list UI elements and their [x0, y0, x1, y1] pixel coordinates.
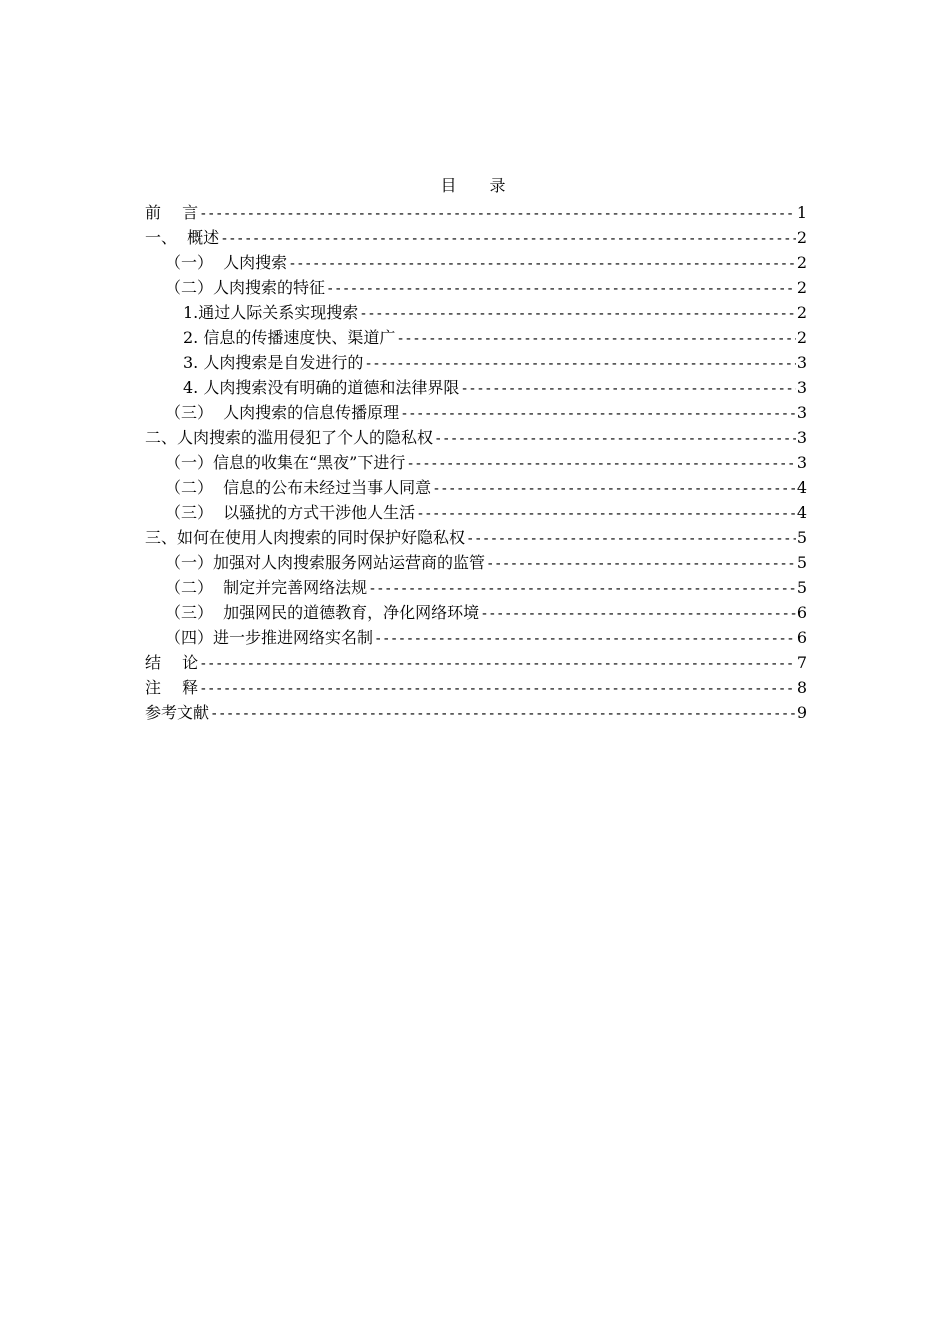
toc-entry-page-number: 9: [796, 703, 807, 722]
toc-entry-page-number: 4: [796, 503, 807, 522]
toc-entry-label: 三、如何在使用人肉搜索的同时保护好隐私权: [145, 528, 466, 547]
toc-entry-page-number: 6: [796, 628, 807, 647]
toc-entry-label: 一、 概述: [145, 228, 220, 247]
toc-entry[interactable]: [145, 575, 807, 600]
toc-dot-leader: [466, 527, 796, 550]
toc-entry[interactable]: [145, 325, 807, 350]
toc-entry-label: 前 言: [145, 203, 199, 222]
toc-entry[interactable]: [145, 700, 807, 725]
toc-dot-leader: [406, 452, 795, 475]
toc-entry-page-number: 2: [796, 328, 807, 347]
toc-dot-leader: [199, 202, 796, 225]
toc-entry[interactable]: [145, 550, 807, 575]
toc-dot-leader: [400, 402, 796, 425]
toc-entry-label: 1.通过人际关系实现搜索: [183, 303, 359, 322]
toc-title: 目 录: [440, 176, 520, 195]
toc-entry[interactable]: [145, 500, 807, 525]
toc-entry-page-number: 1: [796, 203, 807, 222]
toc-entry-page-number: 7: [796, 653, 807, 672]
toc-dot-leader: [432, 477, 796, 500]
toc-entry-page-number: 2: [796, 228, 807, 247]
toc-entry-label: 结 论: [145, 653, 199, 672]
toc-entry[interactable]: [145, 450, 807, 475]
toc-dot-leader: [396, 327, 795, 350]
toc-entry[interactable]: [145, 475, 807, 500]
toc-entry-label: （一） 人肉搜索: [165, 253, 288, 272]
toc-entry-label: 3. 人肉搜索是自发进行的: [183, 353, 364, 372]
toc-entry-label: （一）加强对人肉搜索服务网站运营商的监管: [165, 553, 486, 572]
toc-entry-label: （一）信息的收集在“黑夜”下进行: [165, 453, 406, 472]
toc-entry-page-number: 5: [796, 528, 807, 547]
toc-dot-leader: [220, 227, 796, 250]
toc-entry-page-number: 2: [796, 278, 807, 297]
toc-entry-label: 4. 人肉搜索没有明确的道德和法律界限: [183, 378, 460, 397]
toc-dot-leader: [364, 352, 795, 375]
toc-entry-label: （二） 制定并完善网络法规: [165, 578, 368, 597]
toc-entry-page-number: 3: [796, 453, 807, 472]
toc-dot-leader: [460, 377, 795, 400]
toc-entry-page-number: 3: [796, 403, 807, 422]
toc-entry-page-number: 5: [796, 578, 807, 597]
toc-entry[interactable]: [145, 375, 807, 400]
toc-entry[interactable]: [145, 625, 807, 650]
toc-entry-label: 参考文献: [145, 703, 210, 722]
toc-entry-label: （三） 加强网民的道德教育，净化网络环境: [165, 603, 480, 622]
toc-entry-page-number: 3: [796, 353, 807, 372]
toc-entry-label: 注 释: [145, 678, 199, 697]
toc-entry[interactable]: [145, 225, 807, 250]
toc-entry-label: 2. 信息的传播速度快、渠道广: [183, 328, 396, 347]
toc-entry-label: 二、人肉搜索的滥用侵犯了个人的隐私权: [145, 428, 434, 447]
toc-dot-leader: [210, 702, 796, 725]
toc-entry-label: （三） 以骚扰的方式干涉他人生活: [165, 503, 416, 522]
toc-dot-leader: [486, 552, 796, 575]
toc-entry-page-number: 4: [796, 478, 807, 497]
toc-dot-leader: [359, 302, 796, 325]
toc-entry-page-number: 5: [796, 553, 807, 572]
toc-entry[interactable]: [145, 250, 807, 275]
toc-entry-label: （二） 信息的公布未经过当事人同意: [165, 478, 432, 497]
toc-entry[interactable]: [145, 350, 807, 375]
toc-entry[interactable]: [145, 425, 807, 450]
toc-entry-label: （三） 人肉搜索的信息传播原理: [165, 403, 400, 422]
toc-entry-page-number: 6: [796, 603, 807, 622]
toc-dot-leader: [199, 677, 796, 700]
toc-entry-page-number: 3: [796, 378, 807, 397]
toc-entry-page-number: 8: [796, 678, 807, 697]
toc-entry-page-number: 2: [796, 303, 807, 322]
toc-entry[interactable]: [145, 275, 807, 300]
toc-entry[interactable]: [145, 675, 807, 700]
toc-entry[interactable]: [145, 400, 807, 425]
toc-entry-label: （四）进一步推进网络实名制: [165, 628, 374, 647]
toc-dot-leader: [434, 427, 796, 450]
toc-entry-page-number: 3: [796, 428, 807, 447]
toc-dot-leader: [199, 652, 796, 675]
toc-entry[interactable]: [145, 600, 807, 625]
toc-entry[interactable]: [145, 650, 807, 675]
toc-dot-leader: [288, 252, 796, 275]
toc-dot-leader: [326, 277, 796, 300]
table-of-contents: [145, 200, 807, 725]
toc-entry[interactable]: [145, 525, 807, 550]
toc-dot-leader: [374, 627, 796, 650]
toc-entry-page-number: 2: [796, 253, 807, 272]
toc-entry[interactable]: [145, 300, 807, 325]
toc-dot-leader: [416, 502, 796, 525]
toc-entry-label: （二）人肉搜索的特征: [165, 278, 326, 297]
toc-dot-leader: [480, 602, 796, 625]
toc-dot-leader: [368, 577, 796, 600]
toc-entry[interactable]: [145, 200, 807, 225]
